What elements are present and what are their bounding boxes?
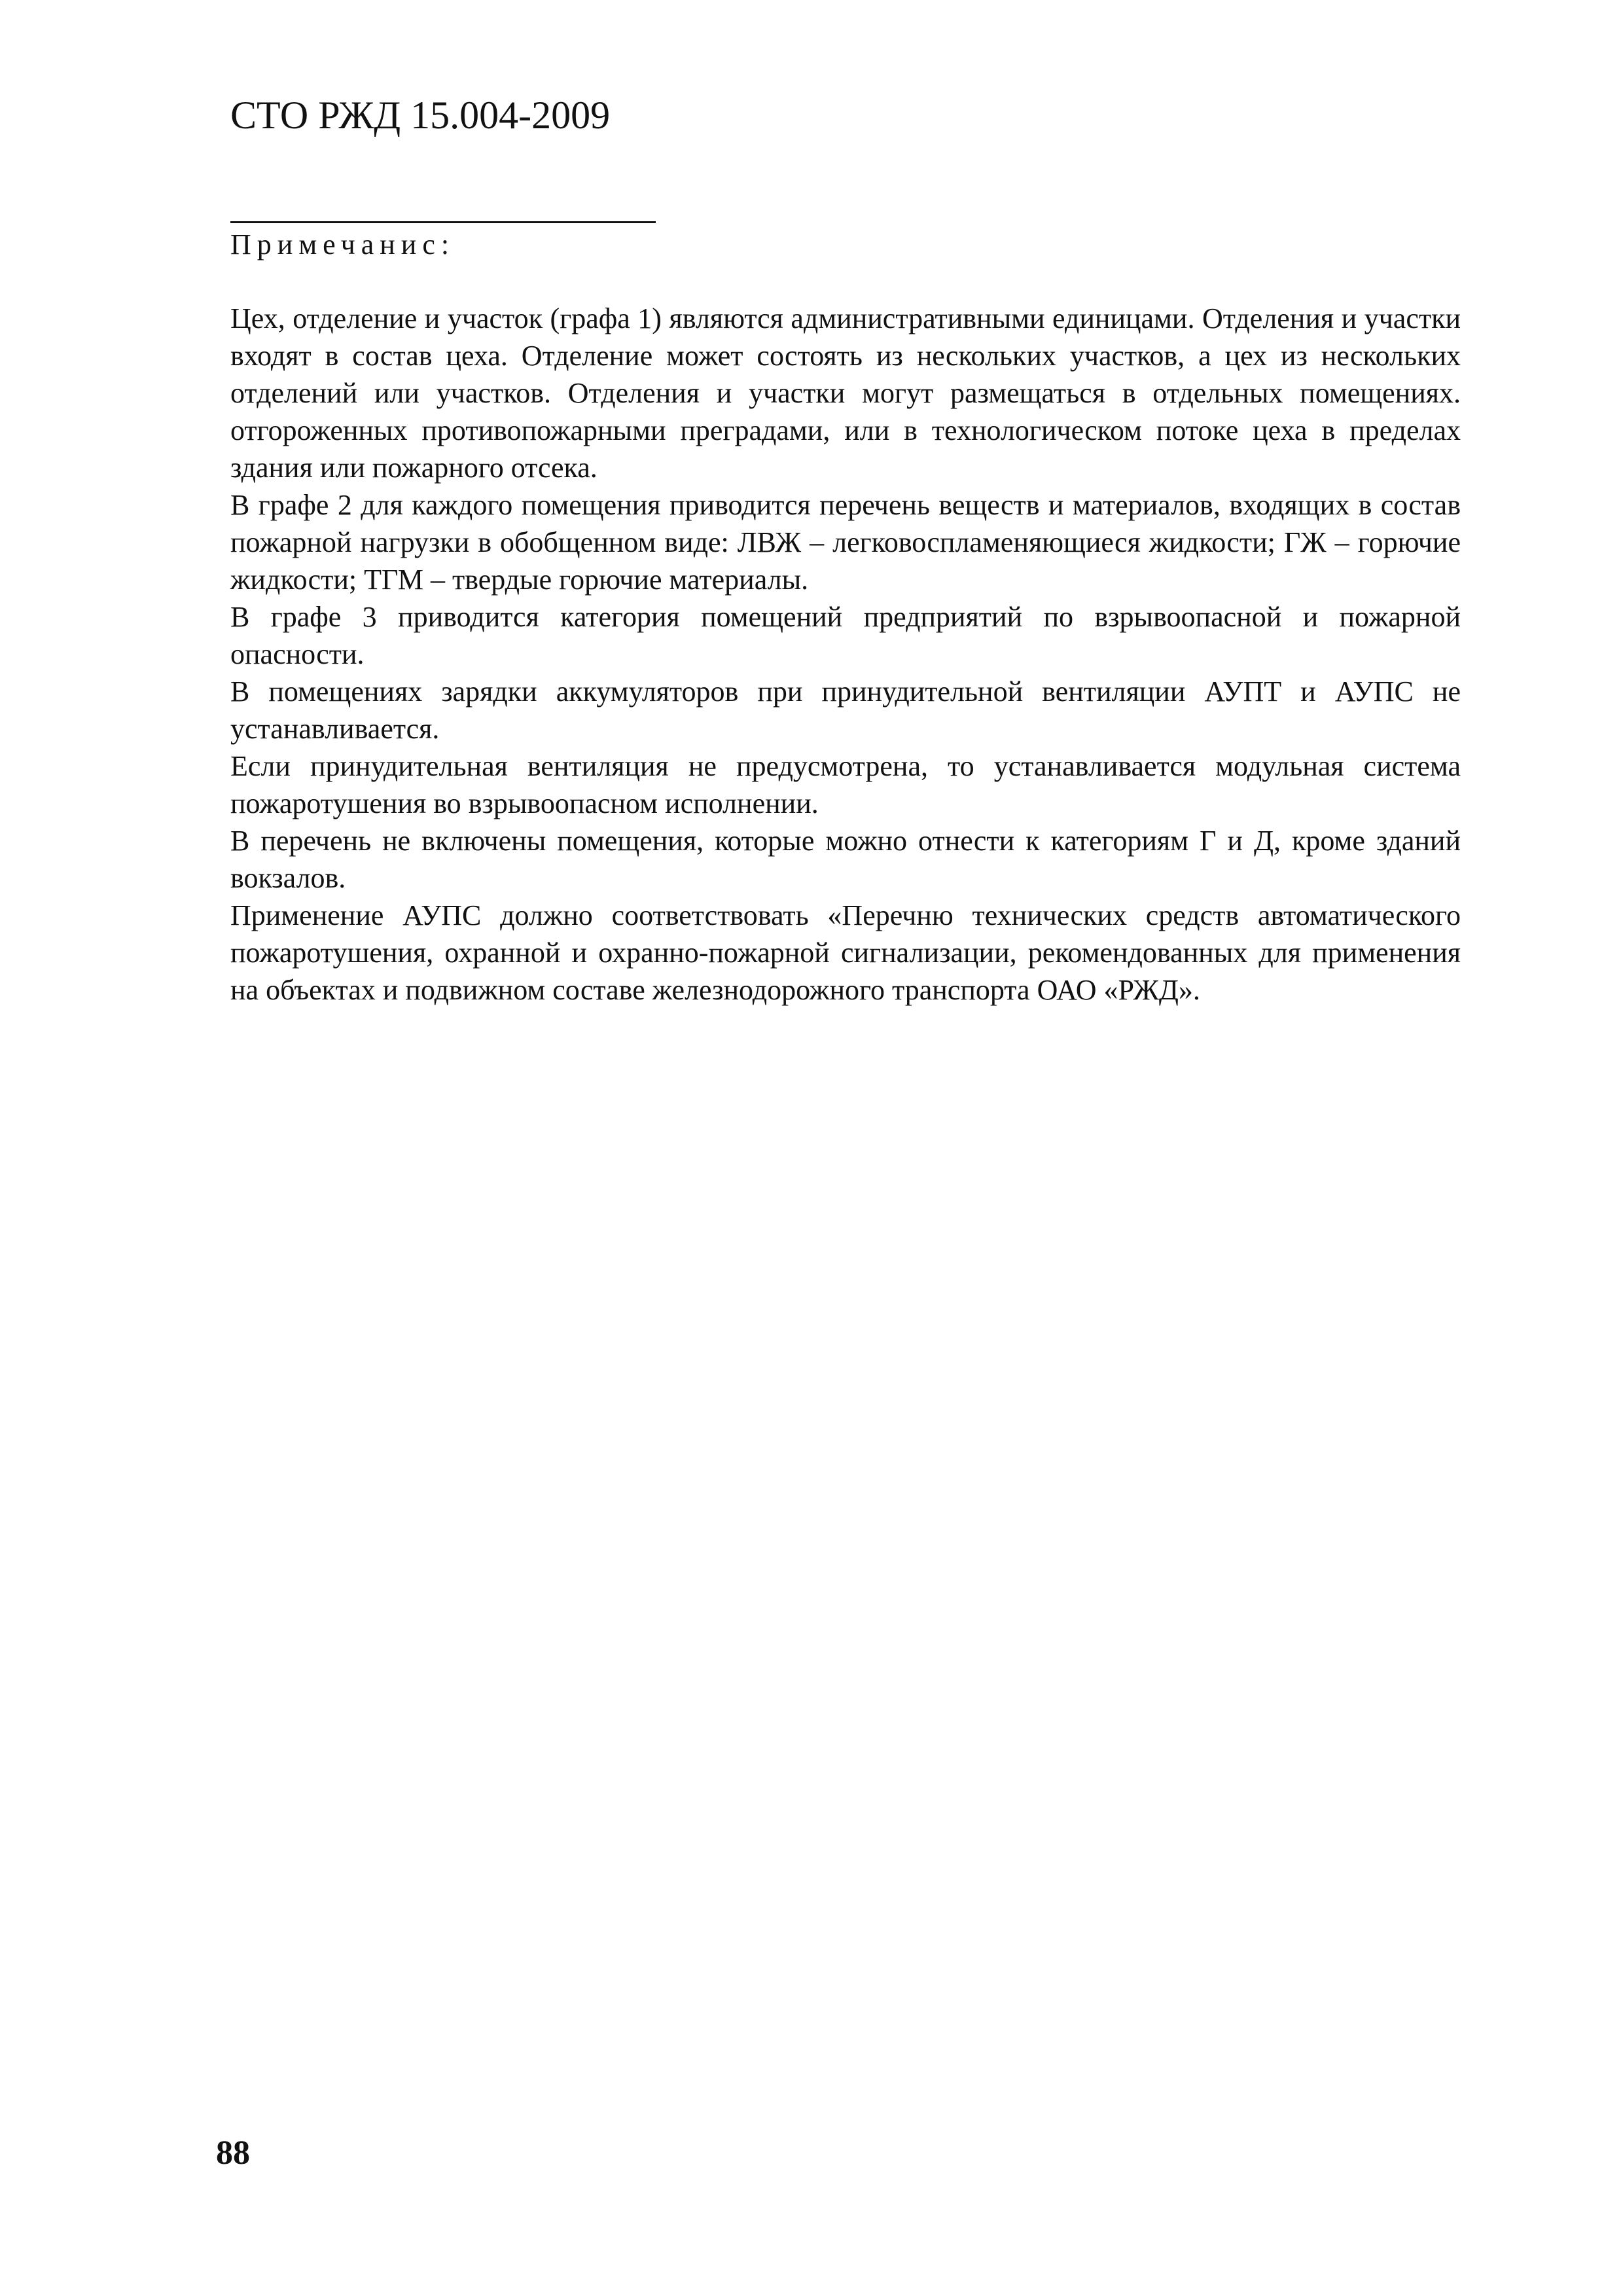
note-body <box>230 300 1461 1009</box>
note-paragraph-ventilation: Если принудительная вентиляция не предусмотрена, то устанавливается модульная система пожаротушения во взрывоопасном исполнении. <box>230 750 1461 819</box>
note-paragraph-column-2: В графе 2 для каждого помещения приводится перечень веществ и материалов, входящих в состав пожарной нагрузки в обобщенном виде: ЛВЖ – легковоспламеняющиеся жидкости; ГЖ – горючие жидкости; ТГМ – твердые горючие материалы. <box>230 489 1461 596</box>
note-paragraph-battery-rooms: В помещениях зарядки аккумуляторов при принудительной вентиляции АУПТ и АУПС не устанавливается. <box>230 675 1461 745</box>
note-paragraph-excluded-rooms: В перечень не включены помещения, которые можно отнести к категориям Г и Д, кроме зданий вокзалов. <box>230 825 1461 894</box>
note-heading: Примечанис: <box>230 228 455 260</box>
page-number: 88 <box>216 2134 250 2172</box>
note-paragraph-column-3: В графе 3 приводится категория помещений предприятий по взрывоопасной и пожарной опасности. <box>230 601 1461 670</box>
document-code-header: СТО РЖД 15.004-2009 <box>230 94 611 137</box>
note-separator-line <box>230 221 656 223</box>
note-paragraph-aups-compliance: Применение АУПС должно соответствовать «Перечню технических средств автоматического пожаротушения, охранной и охранно-пожарной сигнализации, рекомендованных для применения на объектах и подвижном составе железнодорожного транспорта ОАО «РЖД». <box>230 899 1461 1006</box>
note-paragraph-admin-units: Цех, отделение и участок (графа 1) являются административными единицами. Отделения и участки входят в состав цеха. Отделение может состоять из нескольких участков, а цех из нескольких отделений или участков. Отделения и участки могут размещаться в отдельных помещениях. отгороженных противопожарными преградами, или в технологическом потоке цеха в пределах здания или пожарного отсека. <box>230 302 1461 484</box>
